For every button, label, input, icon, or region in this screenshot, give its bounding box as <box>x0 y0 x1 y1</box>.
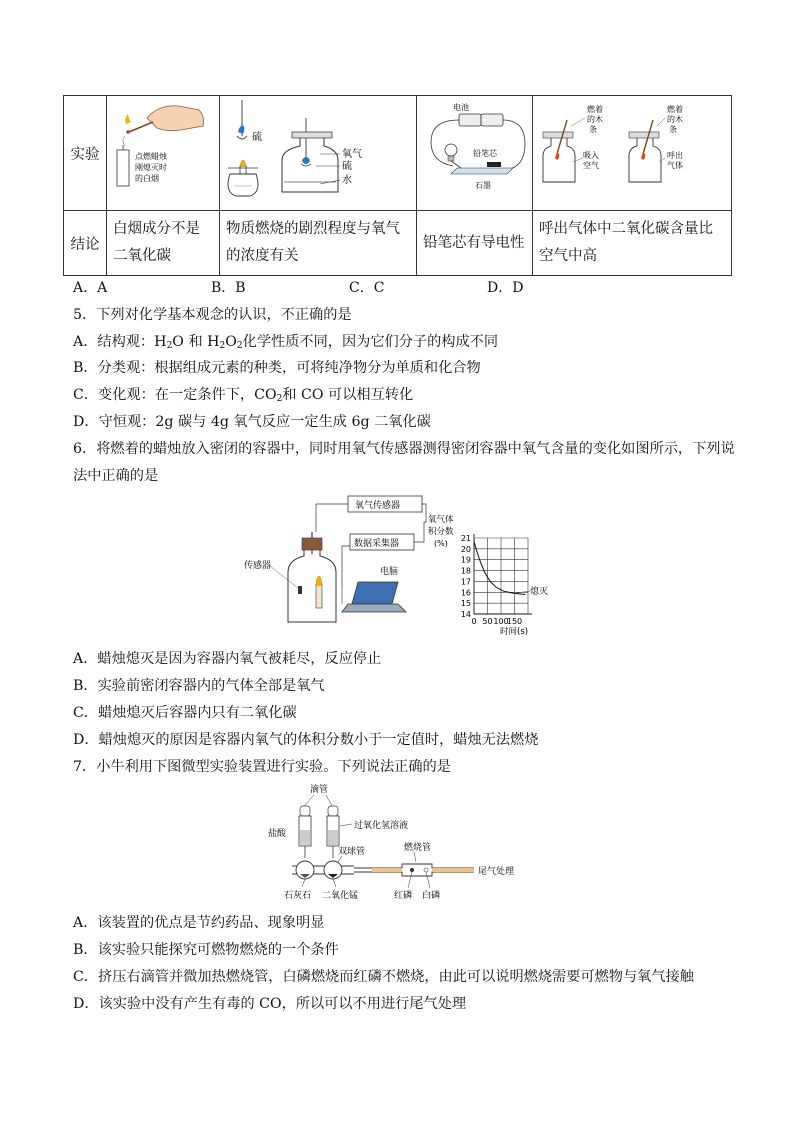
q7-option-d[interactable]: D．该实验中没有产生有毒的 CO，所以可以不用进行尾气处理 <box>73 996 467 1012</box>
q6-stem-line-1: 6．将燃着的蜡烛放入密闭的容器中，同时用氧气传感器测得密闭容器中氧气含量的变化如图所示，下列说 <box>73 441 735 457</box>
q5-c-sub: 2 <box>276 394 283 404</box>
experiment-c-figure <box>417 96 533 211</box>
q5-a-sub-3: 2 <box>236 341 243 351</box>
q5-option-b[interactable]: B．分类观：根据组成元素的种类，可将纯净物分为单质和化合物 <box>73 360 481 376</box>
q4-option-c[interactable]: C．C <box>349 280 385 296</box>
conclusion-c: 铅笔芯有导电性 <box>417 211 533 276</box>
conclusion-d: 呼出气体中二氧化碳含量比空气中高 <box>533 211 732 276</box>
q6-stem-line-2: 法中正确的是 <box>73 468 159 484</box>
row-label-experiment: 实验 <box>64 96 107 211</box>
exhaust-label: 尾气处理 <box>478 867 515 877</box>
right-label-3: 条 <box>669 125 677 134</box>
q5-stem: 5．下列对化学基本观念的认识，不正确的是 <box>73 307 352 323</box>
y-tick-label: 14 <box>460 610 471 619</box>
pencil-lead-label: 铅笔芯 <box>473 149 497 158</box>
right-label-1: 燃着 <box>667 105 683 114</box>
y-tick-label: 18 <box>460 566 471 576</box>
experiment-a-caption-2: 刚熄灭时 <box>135 163 167 172</box>
y-tick-label: 16 <box>460 588 471 598</box>
limestone-label: 石灰石 <box>284 891 312 901</box>
chart-ylabel-3: (%) <box>434 539 448 548</box>
chart-ylabel-1: 氧气体 <box>428 515 454 525</box>
y-tick-label: 17 <box>460 577 471 587</box>
q6-option-a[interactable]: A．蜡烛熄灭是因为容器内氧气被耗尽，反应停止 <box>73 651 382 667</box>
oxygen-sensor-box-label: 氧气传感器 <box>355 501 401 511</box>
left-label-1: 燃着 <box>587 105 603 114</box>
q5-a-text-3: O <box>225 334 237 350</box>
y-tick-label: 20 <box>460 544 471 554</box>
q5-c-text-2: 和 CO 可以相互转化 <box>282 387 414 403</box>
battery-label: 电池 <box>453 103 469 112</box>
mno2-label: 二氧化锰 <box>322 891 359 901</box>
graphite-label: 石墨 <box>475 181 491 190</box>
q7-stem: 7．小牛利用下图微型实验装置进行实验。下列说法正确的是 <box>73 759 451 775</box>
q7-option-c[interactable]: C．挤压右滴管并微加热燃烧管，白磷燃烧而红磷不燃烧，由此可以说明燃烧需要可燃物与氧气接触 <box>73 969 694 985</box>
q5-a-text-4: 化学性质不同，因为它们分子的构成不同 <box>242 334 499 350</box>
dropper-label: 滴管 <box>310 785 329 795</box>
extinguish-label: 熄灭 <box>530 587 549 597</box>
experiment-b-figure <box>220 96 417 211</box>
right-label-5: 气体 <box>667 161 683 170</box>
q4-option-d[interactable]: D．D <box>487 280 524 296</box>
y-tick-label: 21 <box>460 534 471 543</box>
burner-tube-label: 燃烧管 <box>404 843 432 853</box>
x-tick-label: 150 <box>506 617 523 626</box>
q7-option-a[interactable]: A．该装置的优点是节约药品、现象明显 <box>73 915 325 931</box>
sulfur-label-1: 硫 <box>252 132 262 143</box>
chart-ylabel-2: 积分数 <box>428 527 454 537</box>
oxygen-curve <box>474 541 525 594</box>
q5-a-text-1: A．结构观：H <box>73 334 167 350</box>
q5-a-text-2: O 和 H <box>172 334 220 350</box>
q5-option-c[interactable] <box>73 384 413 404</box>
left-label-5: 空气 <box>583 161 599 170</box>
left-label-3: 条 <box>589 125 597 134</box>
oxygen-chart <box>461 534 532 626</box>
q6-option-c[interactable]: C．蜡烛熄灭后容器内只有二氧化碳 <box>73 705 297 721</box>
red-phosphorus-label: 红磷 <box>394 891 413 901</box>
q5-option-a[interactable] <box>73 331 498 351</box>
y-tick-label: 15 <box>460 599 471 609</box>
water-label: 水 <box>342 175 352 186</box>
experiment-a-caption-3: 的白烟 <box>135 174 159 183</box>
y-tick-label: 19 <box>460 555 471 565</box>
experiment-a-caption-1: 点燃蜡烛 <box>135 152 167 161</box>
conclusion-a: 白烟成分不是二氧化碳 <box>107 211 220 276</box>
q5-a-sub-2: 2 <box>219 341 226 351</box>
left-label-4: 吸入 <box>583 151 599 160</box>
sensor-label: 传感器 <box>244 561 272 571</box>
chart-xlabel: 时间(s) <box>500 627 529 637</box>
hcl-label: 盐酸 <box>268 829 287 839</box>
row-label-conclusion: 结论 <box>64 211 107 276</box>
data-collector-label: 数据采集器 <box>354 539 400 549</box>
x-tick-label: 50 <box>482 617 493 626</box>
x-tick-label: 0 <box>471 617 477 626</box>
h2o2-label: 过氧化氢溶液 <box>354 821 409 831</box>
white-phosphorus-label: 白磷 <box>422 891 441 901</box>
sulfur-label-2: 硫 <box>342 161 352 172</box>
q5-option-d[interactable]: D．守恒观：2g 碳与 4g 氧气反应一定生成 6g 二氧化碳 <box>73 414 431 430</box>
conclusion-b: 物质燃烧的剧烈程度与氧气的浓度有关 <box>220 211 417 276</box>
q6-option-b[interactable]: B．实验前密闭容器内的气体全部是氧气 <box>73 678 325 694</box>
right-label-4: 呼出 <box>667 151 683 160</box>
experiment-d-figure <box>533 96 732 211</box>
x-tick-label: 100 <box>493 617 509 626</box>
computer-label: 电脑 <box>380 567 399 577</box>
q5-a-sub-1: 2 <box>166 341 173 351</box>
q4-option-b[interactable]: B．B <box>211 280 246 296</box>
q6-option-d[interactable]: D．蜡烛熄灭的原因是容器内氧气的体积分数小于一定值时，蜡烛无法燃烧 <box>73 732 539 748</box>
q6-figure <box>238 492 560 638</box>
q4-option-a[interactable]: A．A <box>73 280 108 296</box>
experiment-table <box>63 95 732 276</box>
right-label-2: 的木 <box>667 115 683 124</box>
q7-figure <box>262 782 532 904</box>
experiment-a-figure <box>107 96 220 211</box>
q7-option-b[interactable]: B．该实验只能探究可燃物燃烧的一个条件 <box>73 942 339 958</box>
left-label-2: 的木 <box>587 115 603 124</box>
q5-c-text-1: C．变化观：在一定条件下，CO <box>73 387 277 403</box>
double-bulb-label: 双球管 <box>338 847 366 857</box>
oxygen-label: 氧气 <box>342 149 362 160</box>
